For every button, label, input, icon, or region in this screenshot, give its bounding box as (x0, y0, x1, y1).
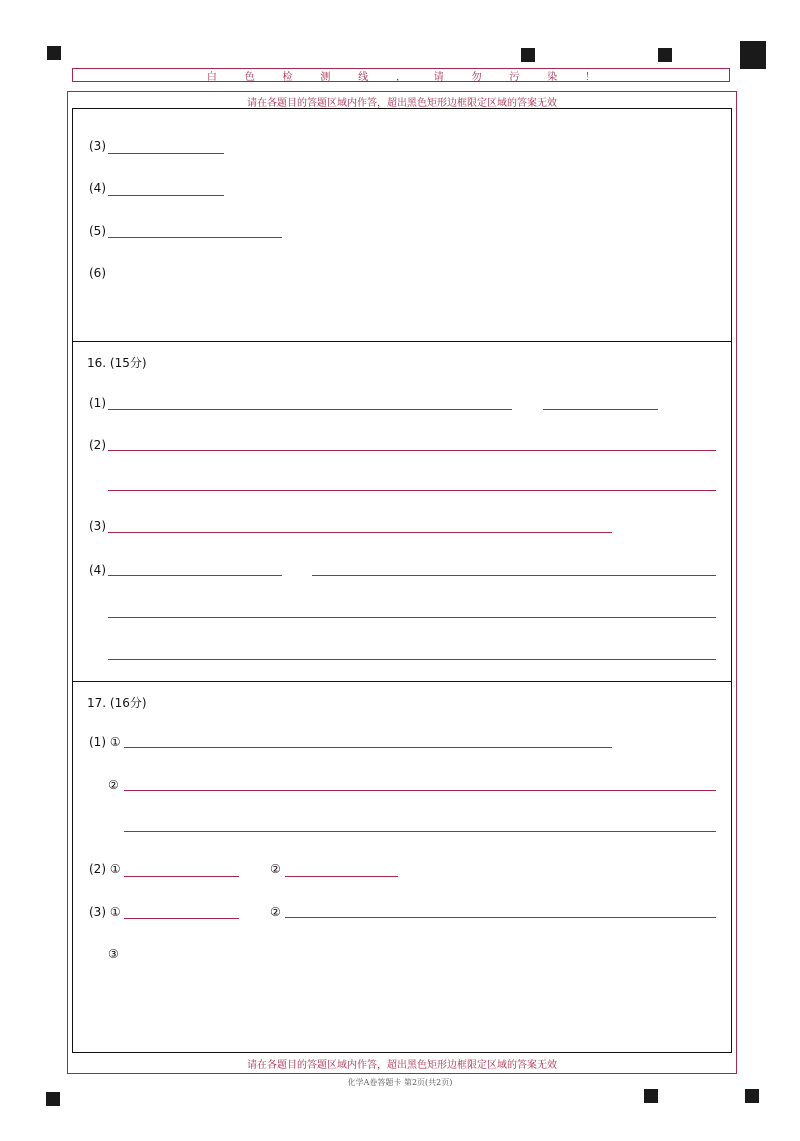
registration-mark (644, 1089, 658, 1103)
question-label-15-4: (4) (89, 181, 106, 195)
question-title-16: 16. (15分) (87, 356, 147, 370)
registration-mark (47, 46, 61, 60)
answer-line[interactable] (108, 659, 716, 660)
section-divider (72, 681, 732, 682)
answer-line[interactable] (124, 876, 239, 877)
question-label-17-3b: ② (270, 905, 281, 919)
registration-mark (745, 1089, 759, 1103)
answer-box (72, 108, 732, 1053)
answer-line[interactable] (108, 575, 282, 576)
registration-mark (521, 48, 535, 62)
warning-char: 染 (547, 71, 558, 83)
warning-char: ， (395, 71, 406, 83)
page-footer: 化学A卷答题卡 第2页(共2页) (347, 1078, 453, 1087)
registration-mark (46, 1092, 60, 1106)
question-label-17-2a: (2) ① (89, 862, 121, 876)
bottom-instruction-note: 请在各题目的答题区域内作答，超出黑色矩形边框限定区域的答案无效 (247, 1060, 557, 1071)
question-label-15-6: (6) (89, 266, 106, 280)
question-label-17-1b: ② (108, 778, 119, 792)
registration-mark (740, 41, 766, 69)
question-label-16-3: (3) (89, 519, 106, 533)
answer-line[interactable] (285, 917, 716, 918)
answer-line[interactable] (124, 831, 716, 832)
section-divider (72, 341, 732, 342)
warning-char: 线 (358, 71, 369, 83)
answer-line[interactable] (108, 153, 224, 154)
question-label-15-5: (5) (89, 224, 106, 238)
answer-line[interactable] (312, 575, 716, 576)
warning-char: 勿 (471, 71, 482, 83)
warning-char: 白 (206, 71, 217, 83)
question-label-17-1: (1) ① (89, 735, 121, 749)
answer-line[interactable] (124, 790, 716, 791)
question-label-17-2b: ② (270, 862, 281, 876)
question-label-16-4: (4) (89, 563, 106, 577)
warning-char: 污 (509, 71, 520, 83)
top-instruction-note: 请在各题目的答题区域内作答，超出黑色矩形边框限定区域的答案无效 (247, 98, 557, 109)
answer-line[interactable] (108, 532, 612, 533)
answer-line[interactable] (285, 876, 398, 877)
warning-char: 检 (282, 71, 293, 83)
answer-line[interactable] (108, 450, 716, 451)
question-label-17-3c: ③ (108, 947, 119, 961)
warning-char: 测 (320, 71, 331, 83)
answer-line[interactable] (108, 617, 716, 618)
question-label-16-1: (1) (89, 396, 106, 410)
answer-line[interactable] (124, 918, 239, 919)
answer-line[interactable] (124, 747, 612, 748)
question-label-16-2: (2) (89, 438, 106, 452)
registration-mark (658, 48, 672, 62)
warning-char: 色 (244, 71, 255, 83)
answer-line[interactable] (543, 409, 658, 410)
question-label-15-3: (3) (89, 139, 106, 153)
answer-line[interactable] (108, 409, 512, 410)
question-title-17: 17. (16分) (87, 696, 147, 710)
answer-line[interactable] (108, 490, 716, 491)
white-detection-line-bar (72, 68, 730, 82)
warning-char: 请 (433, 71, 444, 83)
answer-line[interactable] (108, 195, 224, 196)
question-label-17-3a: (3) ① (89, 905, 121, 919)
answer-line[interactable] (108, 237, 282, 238)
warning-char: ！ (585, 71, 596, 83)
